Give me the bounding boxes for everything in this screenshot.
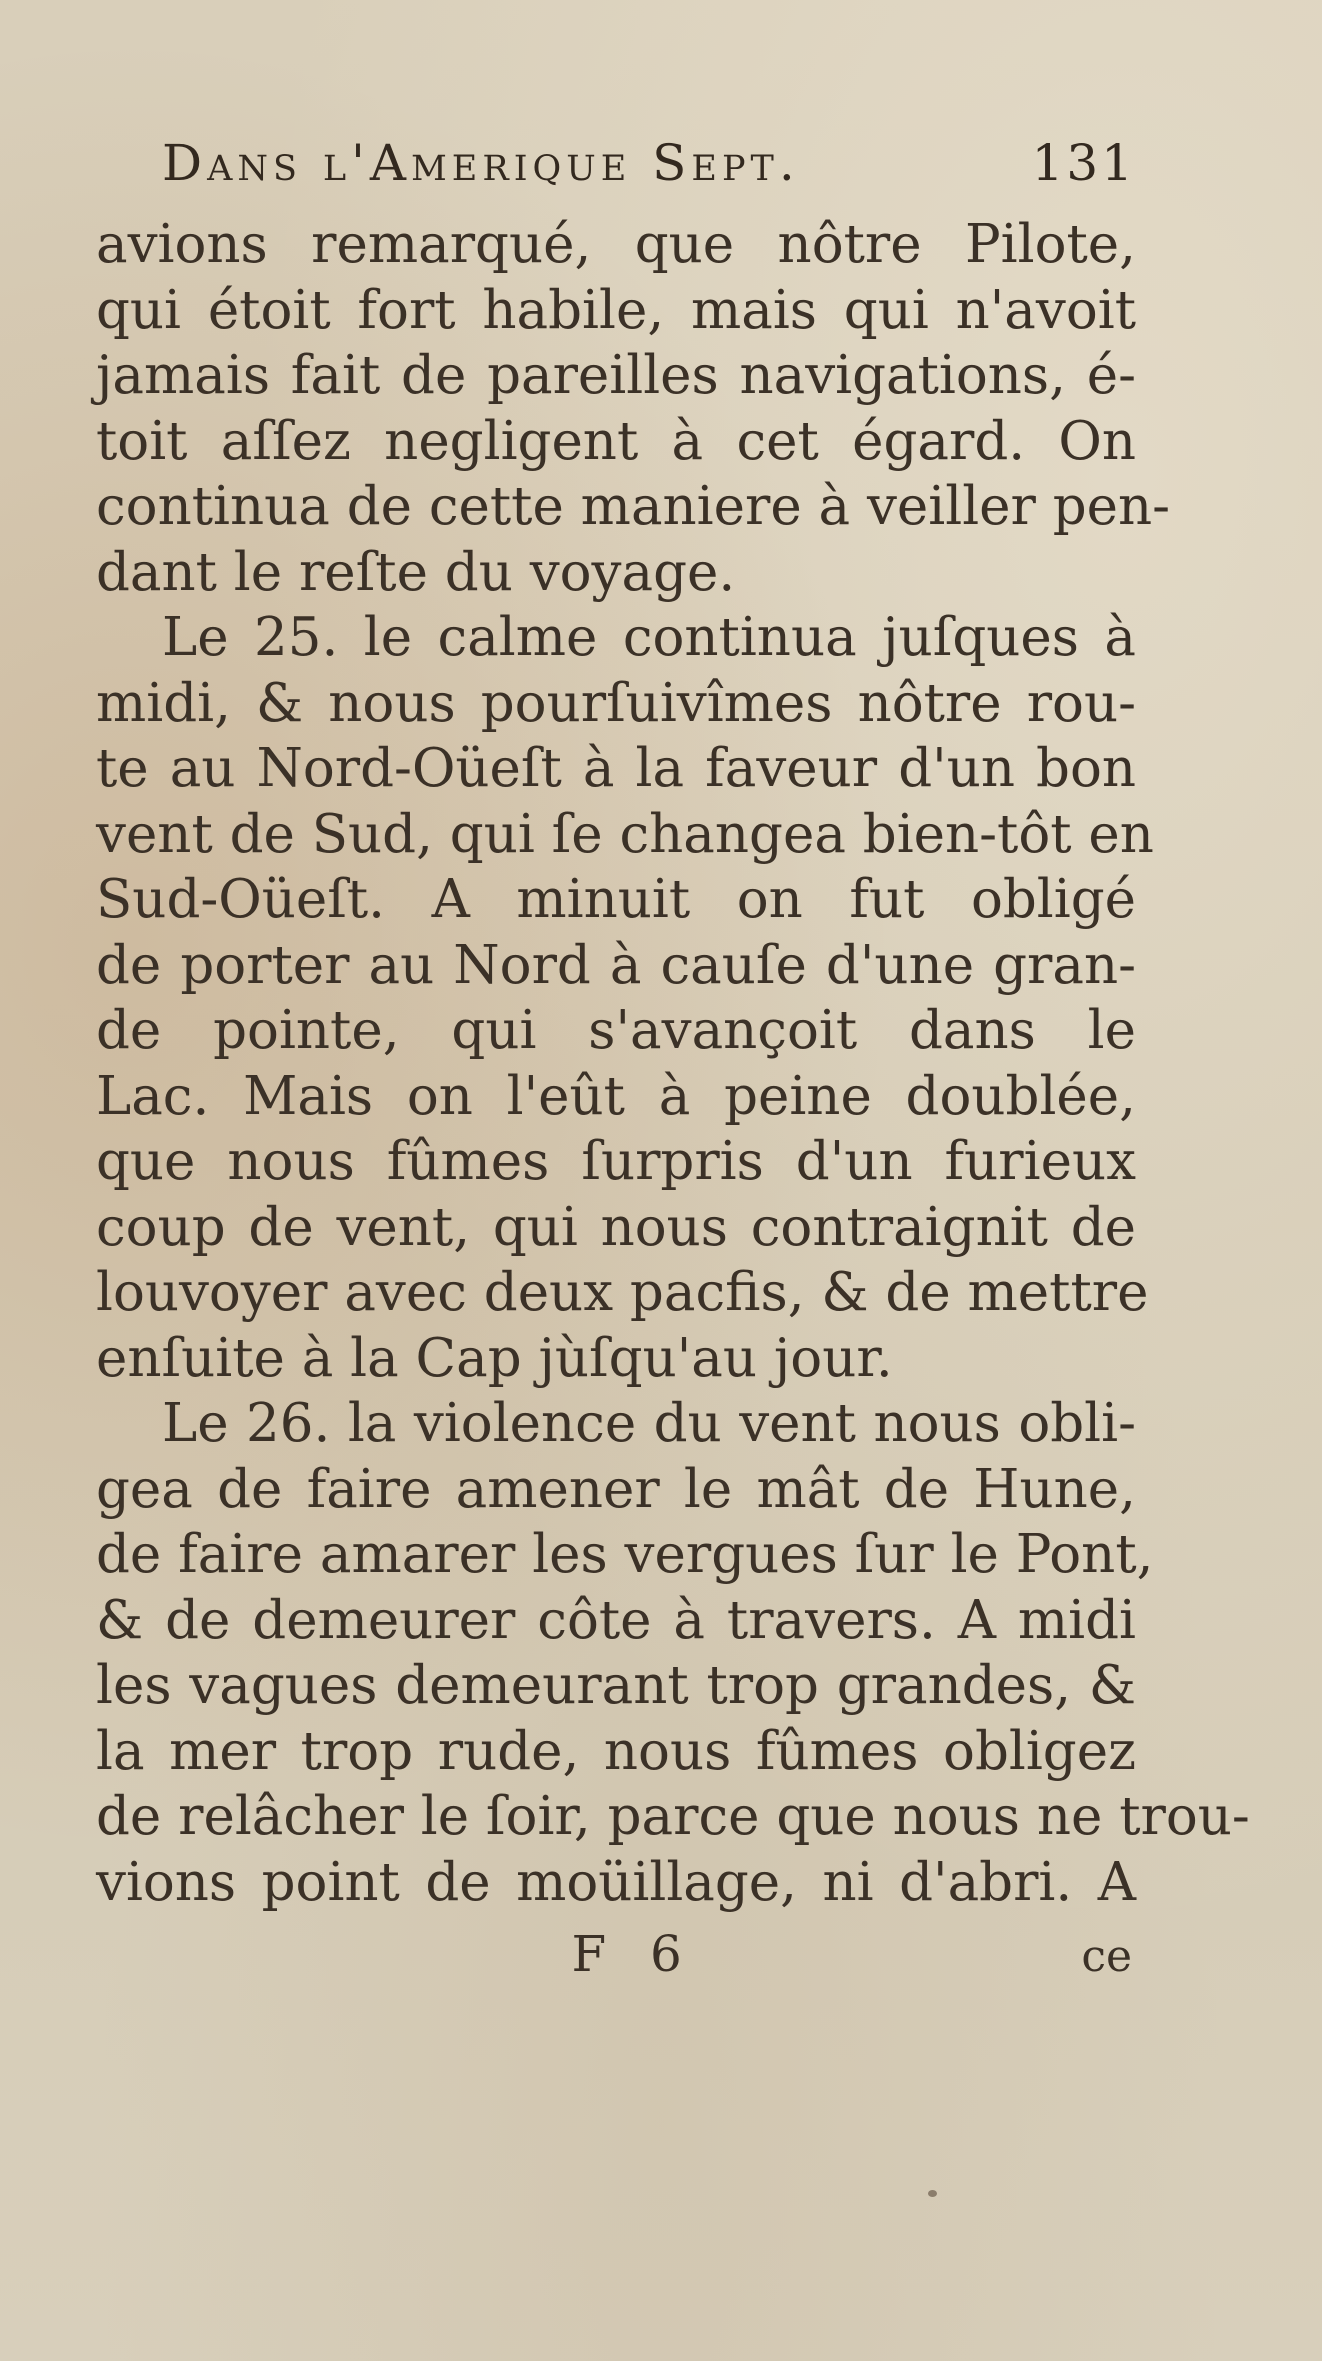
text-line: vent de Sud, qui ſe changea bien-tôt en — [96, 803, 1154, 865]
text-line: & de demeurer côte à travers. A midi — [96, 1589, 1136, 1651]
paragraph-2 — [96, 605, 1154, 1391]
text-line: toit aſſez negligent à cet égard. On — [96, 410, 1136, 472]
text-line: dant le reſte du voyage. — [96, 541, 736, 603]
text-line: les vagues demeurant trop grandes, & — [96, 1655, 1136, 1716]
text-line: de pointe, qui s'avançoit dans le — [96, 1000, 1136, 1061]
text-block — [96, 134, 1250, 1987]
text-line: Lac. Mais on l'eût à peine doublée, — [96, 1065, 1136, 1127]
page-number: 131 — [1031, 134, 1136, 192]
paragraph-1 — [96, 212, 1171, 605]
signature-mark: F 6 — [571, 1925, 696, 1983]
paragraph-3 — [96, 1391, 1250, 1915]
text-line: de faire amarer les vergues ſur le Pont, — [96, 1524, 1154, 1585]
running-head-title: Dans l'Amerique Sept. — [162, 134, 800, 192]
paper-speck — [928, 2190, 937, 2197]
text-line: de porter au Nord à cauſe d'une gran- — [96, 934, 1136, 996]
text-line: Le 26. la violence du vent nous obli- — [162, 1393, 1136, 1454]
text-line: jamais fait de pareilles navigations, é- — [96, 345, 1136, 406]
catchword: ce — [1081, 1931, 1132, 1982]
text-line: vions point de moüillage, ni d'abri. A — [96, 1851, 1136, 1913]
text-line: de relâcher le ſoir, parce que nous ne trou- — [96, 1786, 1250, 1847]
running-head — [96, 134, 1136, 212]
text-line: enſuite à la Cap jùſqu'au jour. — [96, 1327, 893, 1389]
text-line: te au Nord-Oüeſt à la faveur d'un bon — [96, 738, 1136, 799]
text-line: midi, & nous pourſuivîmes nôtre rou- — [96, 672, 1136, 734]
text-line: gea de faire amener le mât de Hune, — [96, 1458, 1136, 1520]
text-line: la mer trop rude, nous fûmes obligez — [96, 1720, 1136, 1782]
text-line: Sud-Oüeſt. A minuit on fut obligé — [96, 869, 1136, 930]
text-line: coup de vent, qui nous contraignit de — [96, 1196, 1136, 1258]
text-line: Le 25. le calme continua juſques à — [162, 607, 1136, 668]
footer-line — [96, 1921, 1136, 1987]
text-line: louvoyer avec deux pacfis, & de mettre — [96, 1262, 1149, 1323]
text-line: qui étoit fort habile, mais qui n'avoit — [96, 279, 1136, 341]
text-line: continua de cette maniere à veiller pen- — [96, 476, 1171, 537]
text-line: avions remarqué, que nôtre Pilote, — [96, 214, 1136, 275]
text-line: que nous fûmes ſurpris d'un furieux — [96, 1131, 1136, 1192]
